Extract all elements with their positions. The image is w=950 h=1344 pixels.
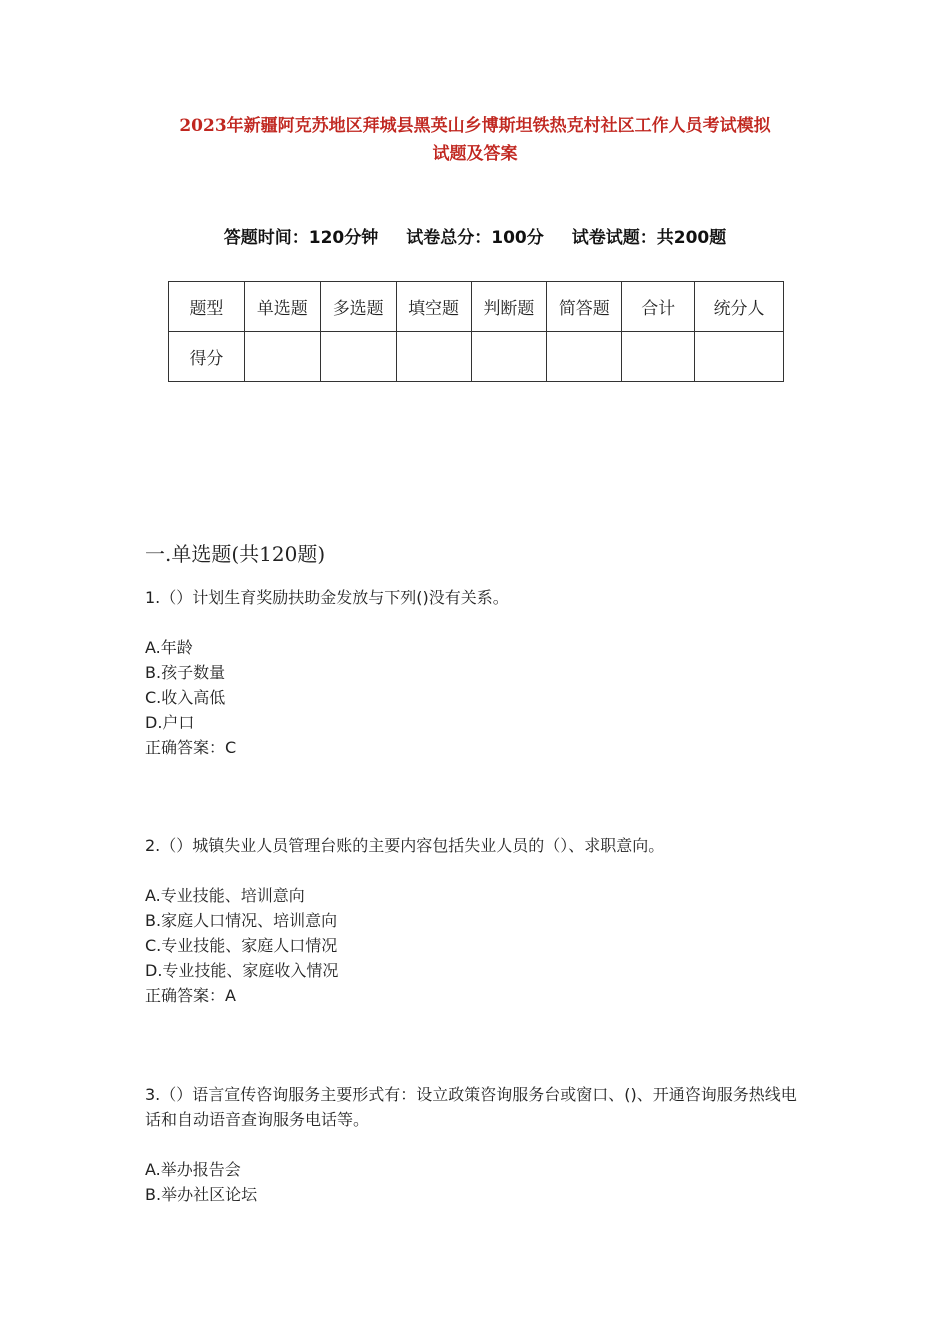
question-stem: 1.（）计划生育奖励扶助金发放与下列()没有关系。 xyxy=(145,588,509,607)
score-cell-total[interactable] xyxy=(622,332,695,382)
question-option: D.专业技能、家庭收入情况 xyxy=(145,961,339,980)
score-table-header-row xyxy=(169,282,784,332)
score-cell-multiple-choice[interactable] xyxy=(320,332,396,382)
question-answer: 正确答案：A xyxy=(145,986,236,1005)
score-cell-fill-blank[interactable] xyxy=(396,332,471,382)
question-stem: 3.（）语言宣传咨询服务主要形式有：设立政策咨询服务台或窗口、()、开通咨询服务热线电话和自动语音查询服务电话等。 xyxy=(145,1085,797,1129)
question-option: B.孩子数量 xyxy=(145,663,226,682)
question-option: B.家庭人口情况、培训意向 xyxy=(145,911,338,930)
question-option: A.专业技能、培训意向 xyxy=(145,886,305,905)
score-cell-single-choice[interactable] xyxy=(244,332,320,382)
exam-info xyxy=(0,226,950,250)
score-table-row-label: 得分 xyxy=(169,332,245,382)
score-table-header-cell: 简答题 xyxy=(547,282,622,332)
question-option: A.举办报告会 xyxy=(145,1160,241,1179)
question-option: A.年龄 xyxy=(145,638,193,657)
score-table-header-cell: 统分人 xyxy=(695,282,784,332)
exam-question-count: 试卷试题：共200题 xyxy=(571,228,727,248)
score-cell-short-answer[interactable] xyxy=(547,332,622,382)
score-table-header-cell: 填空题 xyxy=(396,282,471,332)
question-3 xyxy=(145,1082,810,1207)
question-2 xyxy=(145,833,810,1008)
score-table xyxy=(168,281,784,382)
page-title-line-2: 试题及答案 xyxy=(432,144,518,164)
question-option: B.举办社区论坛 xyxy=(145,1185,258,1204)
score-table-header-cell: 单选题 xyxy=(244,282,320,332)
question-answer: 正确答案：C xyxy=(145,738,237,757)
question-option: D.户口 xyxy=(145,713,195,732)
score-table-score-row xyxy=(169,332,784,382)
exam-time: 答题时间：120分钟 xyxy=(223,228,379,248)
question-option: C.专业技能、家庭人口情况 xyxy=(145,936,338,955)
question-1 xyxy=(145,585,810,760)
question-option: C.收入高低 xyxy=(145,688,226,707)
score-table-header-cell: 多选题 xyxy=(320,282,396,332)
score-table-header-cell: 合计 xyxy=(622,282,695,332)
exam-total-score: 试卷总分：100分 xyxy=(406,228,544,248)
score-table-header-cell: 判断题 xyxy=(471,282,547,332)
score-cell-scorer[interactable] xyxy=(695,332,784,382)
section-heading: 一.单选题(共120题) xyxy=(145,542,326,566)
page-title-line-1: 2023年新疆阿克苏地区拜城县黑英山乡博斯坦铁热克村社区工作人员考试模拟 xyxy=(179,116,771,136)
question-stem: 2.（）城镇失业人员管理台账的主要内容包括失业人员的（）、求职意向。 xyxy=(145,836,665,855)
score-cell-true-false[interactable] xyxy=(471,332,547,382)
page-title xyxy=(100,112,850,168)
score-table-header-cell: 题型 xyxy=(169,282,245,332)
